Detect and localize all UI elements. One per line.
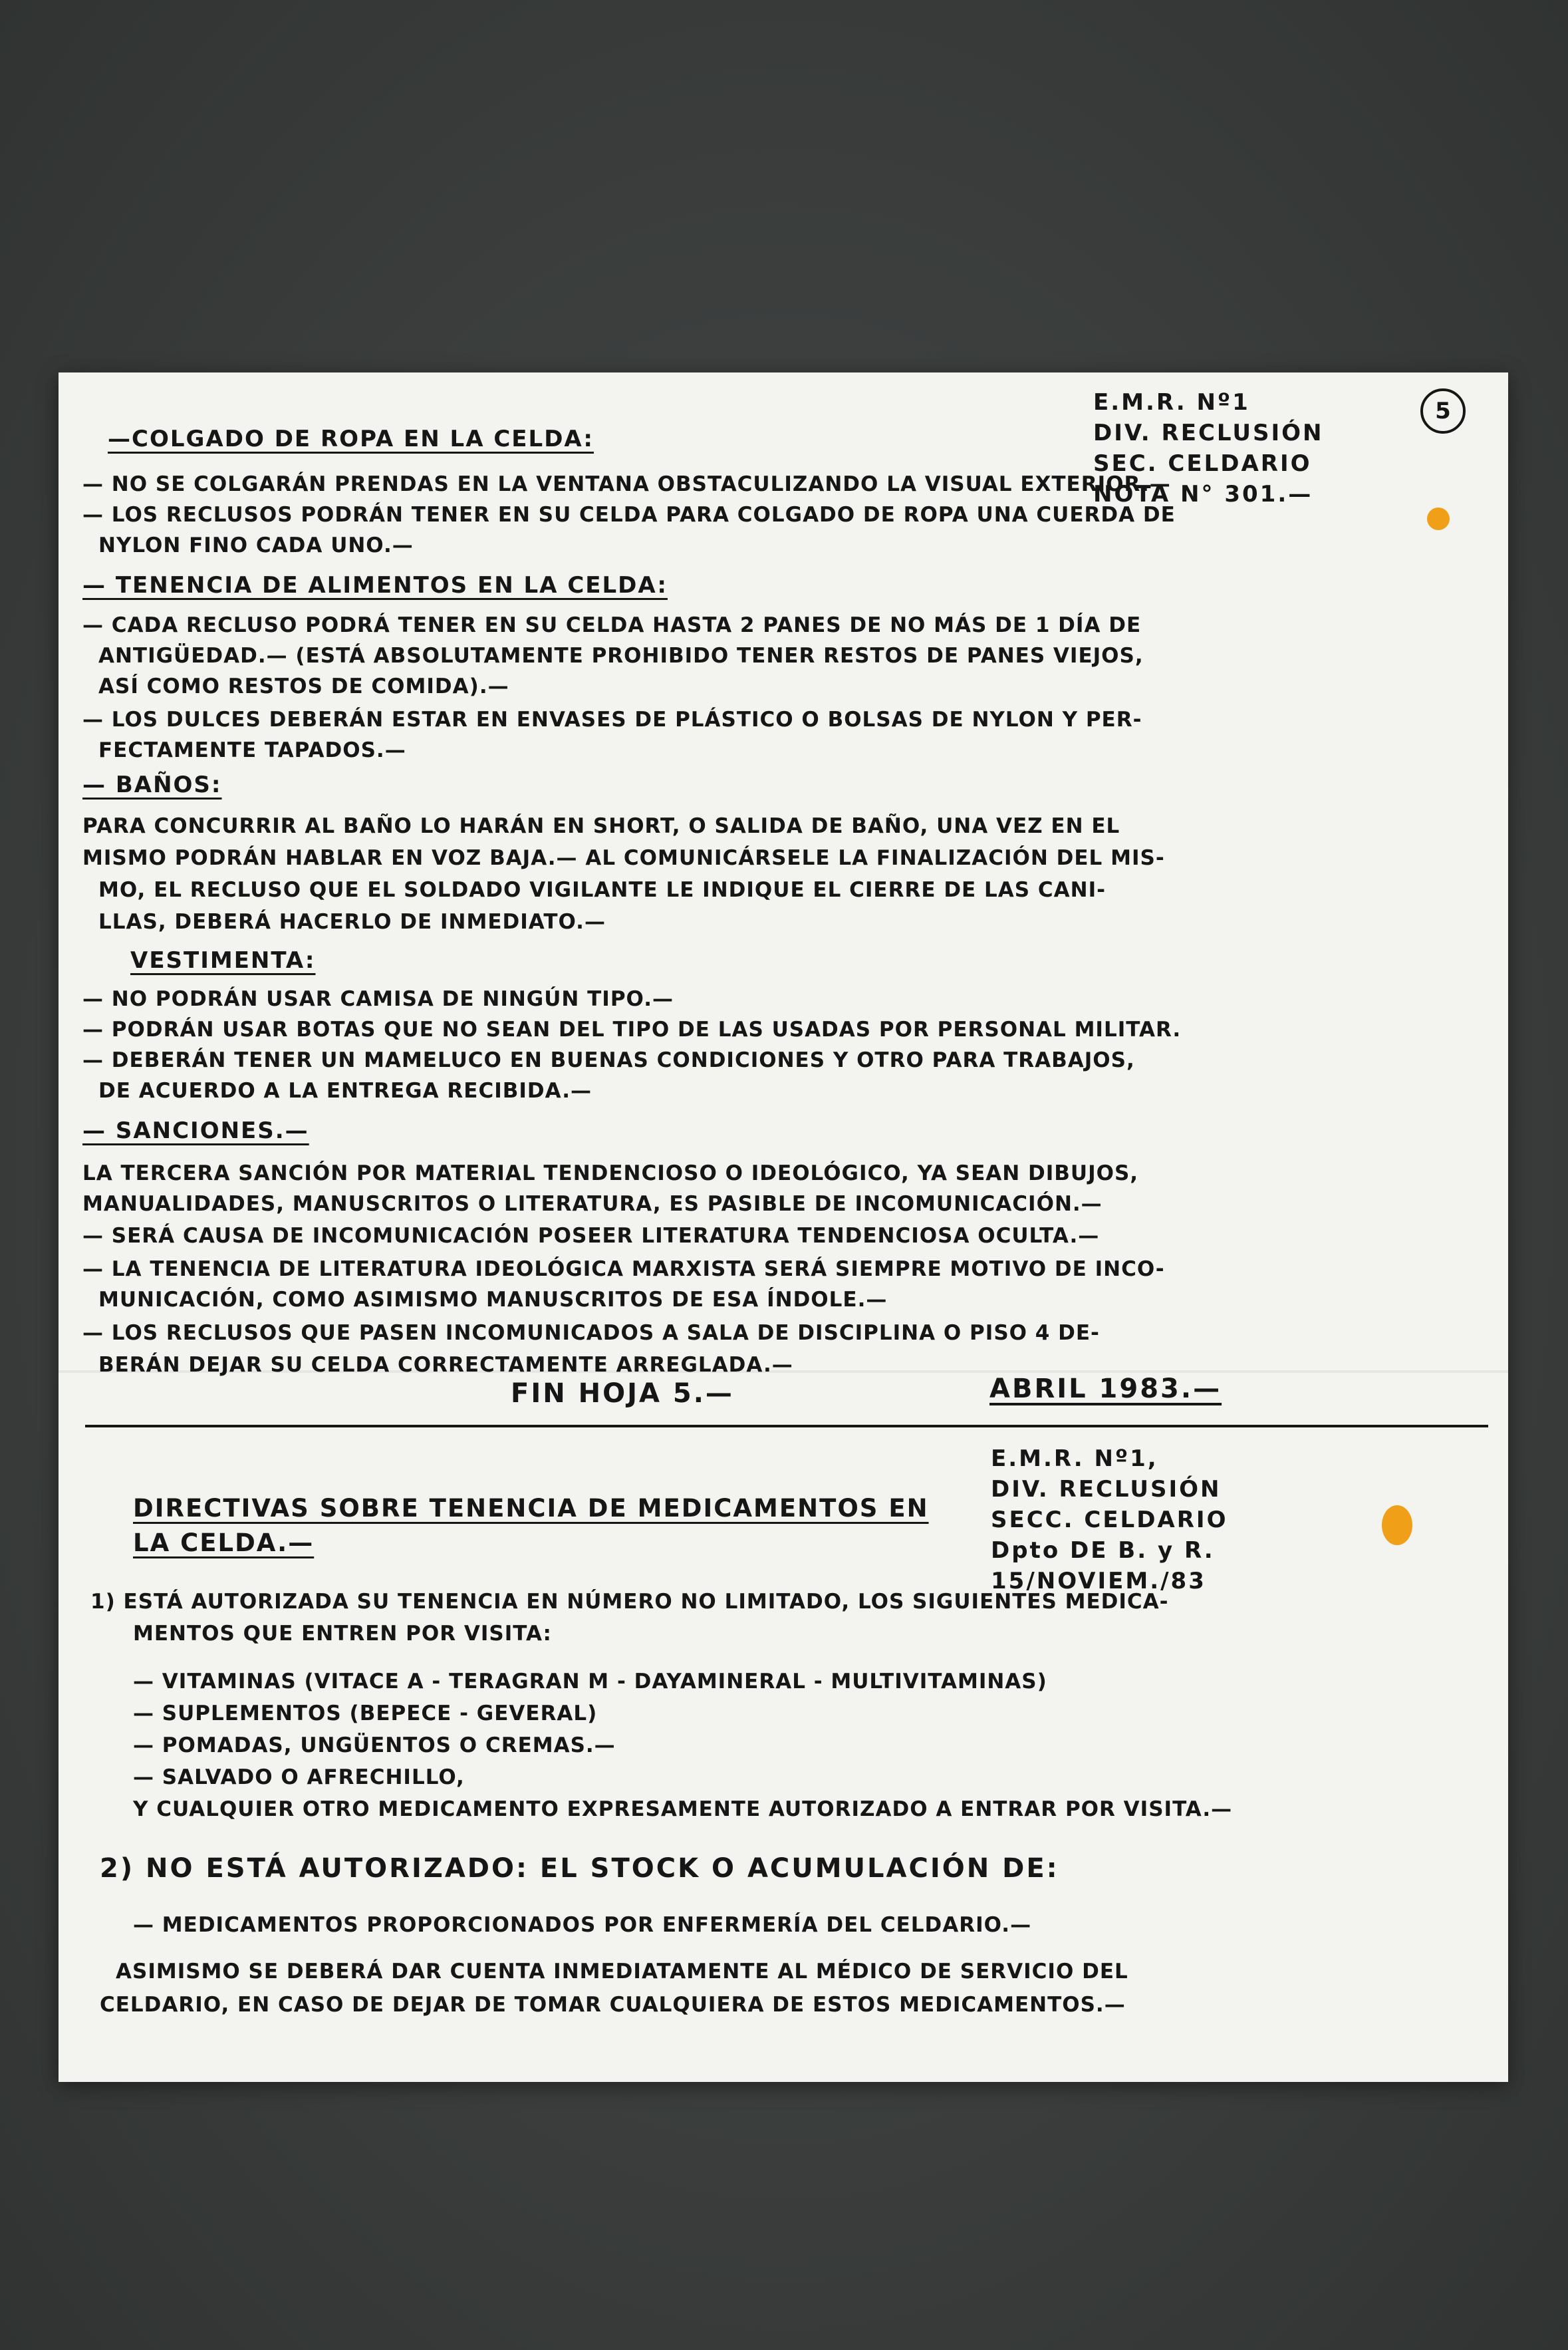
item1-line: 1) ESTÁ AUTORIZADA SU TENENCIA EN NÚMERO NO LIMITADO, LOS SIGUIENTES MEDICA- — [90, 1590, 1169, 1614]
alimentos-line: — CADA RECLUSO PODRÁ TENER EN SU CELDA HASTA 2 PANES DE NO MÁS DE 1 DÍA DE — [82, 613, 1142, 637]
item1-line: MENTOS QUE ENTREN POR VISITA: — [133, 1622, 552, 1646]
alimentos-line: FECTAMENTE TAPADOS.— — [98, 738, 406, 762]
heading-tenencia-alimentos: — TENENCIA DE ALIMENTOS EN LA CELDA: — [82, 572, 668, 599]
sanciones-line: — SERÁ CAUSA DE INCOMUNICACIÓN POSEER LITERATURA TENDENCIOSA OCULTA.— — [82, 1224, 1100, 1248]
heading-directivas: DIRECTIVAS SOBRE TENENCIA DE MEDICAMENTOS EN — [133, 1494, 929, 1523]
item2-line: CELDARIO, EN CASO DE DEJAR DE TOMAR CUALQUIERA DE ESTOS MEDICAMENTOS.— — [100, 1993, 1126, 2017]
sanciones-line: BERÁN DEJAR SU CELDA CORRECTAMENTE ARREGLADA.— — [98, 1353, 793, 1377]
heading-sanciones: — SANCIONES.— — [82, 1117, 309, 1144]
item2-heading: 2) NO ESTÁ AUTORIZADO: EL STOCK O ACUMULACIÓN DE: — [100, 1853, 1059, 1884]
page2-header: E.M.R. Nº1, DIV. RECLUSIÓN SECC. CELDARIO Dpto DE B. y R. 15/NOVIEM./83 — [991, 1445, 1228, 1594]
item1-list-entry: — POMADAS, UNGÜENTOS O CREMAS.— — [133, 1733, 616, 1757]
page-number: 5 — [1420, 388, 1466, 434]
orange-dot-bottom — [1382, 1505, 1412, 1545]
item2-line: — MEDICAMENTOS PROPORCIONADOS POR ENFERMERÍA DEL CELDARIO.— — [133, 1913, 1032, 1937]
item1-list-entry: — SALVADO O AFRECHILLO, — [133, 1765, 465, 1789]
sanciones-line: LA TERCERA SANCIÓN POR MATERIAL TENDENCIOSO O IDEOLÓGICO, YA SEAN DIBUJOS, — [82, 1161, 1139, 1185]
footer-fin-hoja: FIN HOJA 5.— — [511, 1378, 734, 1409]
sanciones-line: — LA TENENCIA DE LITERATURA IDEOLÓGICA MARXISTA SERÁ SIEMPRE MOTIVO DE INCO- — [82, 1257, 1165, 1281]
vestimenta-line: — PODRÁN USAR BOTAS QUE NO SEAN DEL TIPO DE LAS USADAS POR PERSONAL MILITAR. — [82, 1018, 1182, 1042]
banos-line: MO, EL RECLUSO QUE EL SOLDADO VIGILANTE LE INDIQUE EL CIERRE DE LAS CANI- — [98, 878, 1106, 902]
alimentos-line: ANTIGÜEDAD.— (ESTÁ ABSOLUTAMENTE PROHIBIDO TENER RESTOS DE PANES VIEJOS, — [98, 644, 1144, 668]
banos-line: PARA CONCURRIR AL BAÑO LO HARÁN EN SHORT, O SALIDA DE BAÑO, UNA VEZ EN EL — [82, 814, 1120, 838]
sanciones-line: MANUALIDADES, MANUSCRITOS O LITERATURA, ES PASIBLE DE INCOMUNICACIÓN.— — [82, 1192, 1103, 1216]
heading-banos: — BAÑOS: — [82, 772, 222, 798]
vestimenta-line: DE ACUERDO A LA ENTREGA RECIBIDA.— — [98, 1079, 592, 1103]
ropa-line: — LOS RECLUSOS PODRÁN TENER EN SU CELDA PARA COLGADO DE ROPA UNA CUERDA DE — [82, 503, 1176, 527]
heading-vestimenta: VESTIMENTA: — [130, 947, 316, 974]
heading-colgado-ropa: —COLGADO DE ROPA EN LA CELDA: — [108, 426, 594, 452]
sanciones-line: MUNICACIÓN, COMO ASIMISMO MANUSCRITOS DE ESA ÍNDOLE.— — [98, 1288, 888, 1312]
heading-directivas-cont: LA CELDA.— — [133, 1529, 315, 1557]
document-sheet — [59, 372, 1508, 2082]
page-divider — [85, 1425, 1488, 1427]
sanciones-line: — LOS RECLUSOS QUE PASEN INCOMUNICADOS A SALA DE DISCIPLINA O PISO 4 DE- — [82, 1321, 1100, 1345]
page1-header: E.M.R. Nº1 DIV. RECLUSIÓN SEC. CELDARIO NOTA N° 301.— — [1093, 389, 1324, 508]
item1-list-entry: — VITAMINAS (VITACE A - TERAGRAN M - DAYAMINERAL - MULTIVITAMINAS) — [133, 1670, 1047, 1693]
orange-dot-top — [1427, 508, 1450, 530]
ropa-line: NYLON FINO CADA UNO.— — [98, 533, 414, 557]
item2-line: ASIMISMO SE DEBERÁ DAR CUENTA INMEDIATAMENTE AL MÉDICO DE SERVICIO DEL — [116, 1960, 1128, 1983]
vestimenta-line: — DEBERÁN TENER UN MAMELUCO EN BUENAS CONDICIONES Y OTRO PARA TRABAJOS, — [82, 1048, 1135, 1072]
alimentos-line: ASÍ COMO RESTOS DE COMIDA).— — [98, 674, 509, 698]
item1-list-entry: — SUPLEMENTOS (BEPECE - GEVERAL) — [133, 1701, 598, 1725]
footer-fecha: ABRIL 1983.— — [989, 1374, 1222, 1404]
item1-list-entry: Y CUALQUIER OTRO MEDICAMENTO EXPRESAMENTE AUTORIZADO A ENTRAR POR VISITA.— — [133, 1797, 1233, 1821]
banos-line: LLAS, DEBERÁ HACERLO DE INMEDIATO.— — [98, 910, 606, 934]
ropa-line: — NO SE COLGARÁN PRENDAS EN LA VENTANA OBSTACULIZANDO LA VISUAL EXTERIOR.— — [82, 472, 1171, 496]
alimentos-line: — LOS DULCES DEBERÁN ESTAR EN ENVASES DE PLÁSTICO O BOLSAS DE NYLON Y PER- — [82, 708, 1142, 732]
vestimenta-line: — NO PODRÁN USAR CAMISA DE NINGÚN TIPO.— — [82, 987, 674, 1011]
banos-line: MISMO PODRÁN HABLAR EN VOZ BAJA.— AL COMUNICÁRSELE LA FINALIZACIÓN DEL MIS- — [82, 846, 1165, 870]
